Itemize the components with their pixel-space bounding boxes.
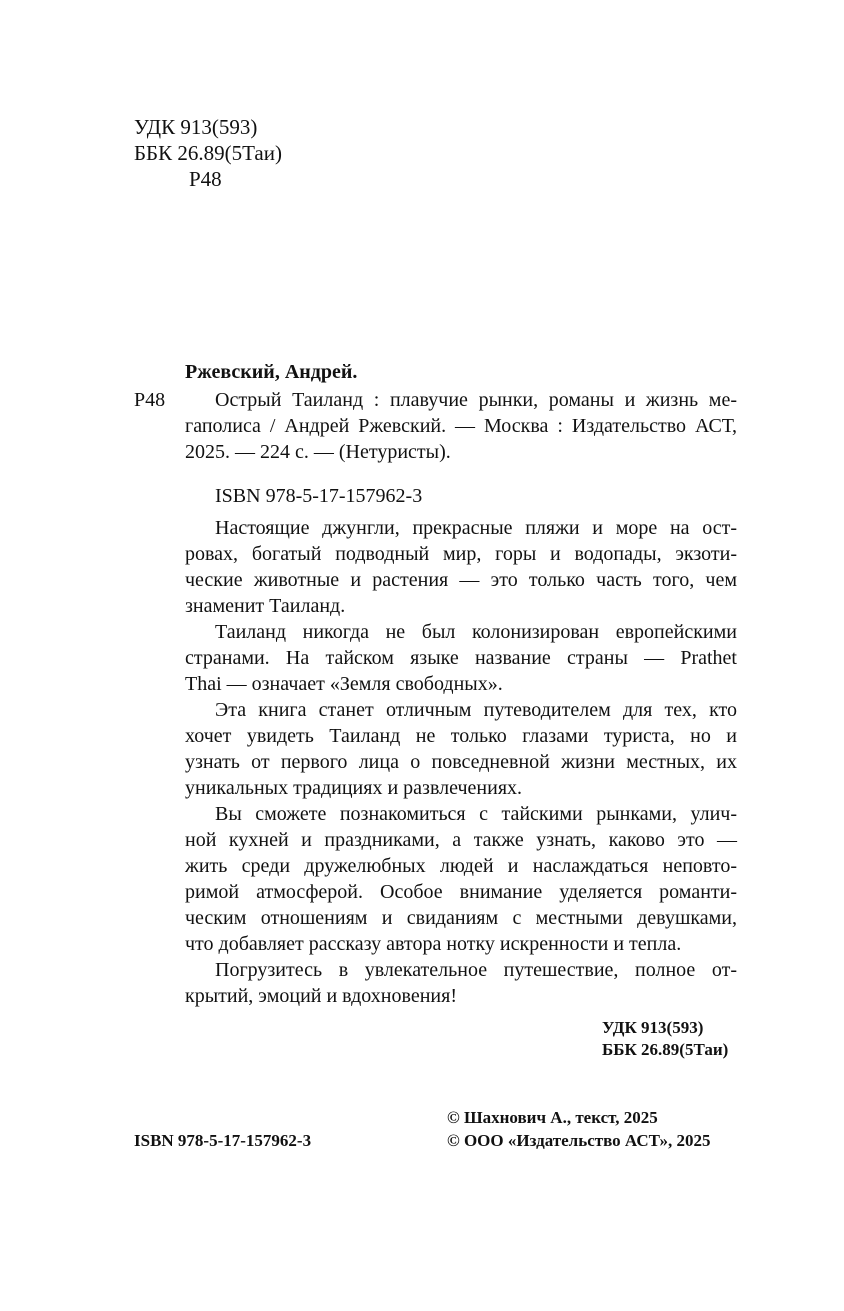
annotation-p1-line2: ровах, богатый подводный мир, горы и водопады, экзоти- [185, 543, 737, 565]
annotation-p5-line1: Погрузитесь в увлекательное путешествие, полное от- [215, 959, 737, 981]
annotation-p4-line1: Вы сможете познакомиться с тайскими рынками, улич- [215, 803, 737, 825]
udk-code: УДК 913(593) [134, 115, 258, 139]
annotation-p2-line3: Thai — означает «Земля свободных». [185, 673, 503, 695]
bib-line-1: Острый Таиланд : плавучие рынки, романы и жизнь ме- [215, 389, 737, 411]
annotation-p3-line2: хочет увидеть Таиланд не только глазами туриста, но и [185, 725, 737, 747]
annotation-p4-line2: ной кухней и праздниками, а также узнать, каково это — [185, 829, 737, 851]
annotation-p2-line2: странами. На тайском языке название страны — Prathet [185, 647, 737, 669]
annotation-p3-line4: уникальных традициях и развлечениях. [185, 777, 523, 799]
bib-line-3: 2025. — 224 с. — (Нетуристы). [185, 441, 451, 463]
card-udk-code: УДК 913(593) [602, 1018, 704, 1037]
annotation-p4-line4: римой атмосферой. Особое внимание уделяется романти- [185, 881, 737, 903]
copyright-publisher-line: © ООО «Издательство АСТ», 2025 [447, 1131, 711, 1150]
annotation-p5-line2: крытий, эмоций и вдохновения! [185, 985, 457, 1007]
card-bbk-code: ББК 26.89(5Таи) [602, 1040, 729, 1059]
annotation-p4-line3: жить среди дружелюбных людей и наслаждаться неповто- [185, 855, 737, 877]
bbk-code: ББК 26.89(5Таи) [134, 141, 282, 165]
annotation-p3-line1: Эта книга станет отличным путеводителем для тех, кто [215, 699, 737, 721]
annotation-p3-line3: узнать от первого лица о повседневной жизни местных, их [185, 751, 737, 773]
author-heading: Ржевский, Андрей. [185, 361, 358, 383]
copyright-text-line: © Шахнович А., текст, 2025 [447, 1108, 658, 1127]
footer-isbn: ISBN 978-5-17-157962-3 [134, 1131, 312, 1150]
annotation-p1-line3: ческие животные и растения — это только часть того, чем [185, 569, 737, 591]
annotation-p4-line6: что добавляет рассказу автора нотку искренности и тепла. [185, 933, 682, 955]
isbn-line: ISBN 978-5-17-157962-3 [215, 485, 423, 507]
bib-line-2: гаполиса / Андрей Ржевский. — Москва : Издательство АСТ, [185, 415, 737, 437]
annotation-p1-line4: знаменит Таиланд. [185, 595, 346, 617]
author-mark: Р48 [189, 167, 222, 191]
annotation-p4-line5: ческим отношениям и свиданиям с местными девушками, [185, 907, 737, 929]
annotation-p2-line1: Таиланд никогда не был колонизирован европейскими [215, 621, 737, 643]
catalog-mark: Р48 [134, 389, 166, 411]
annotation-p1-line1: Настоящие джунгли, прекрасные пляжи и море на ост- [215, 517, 737, 539]
